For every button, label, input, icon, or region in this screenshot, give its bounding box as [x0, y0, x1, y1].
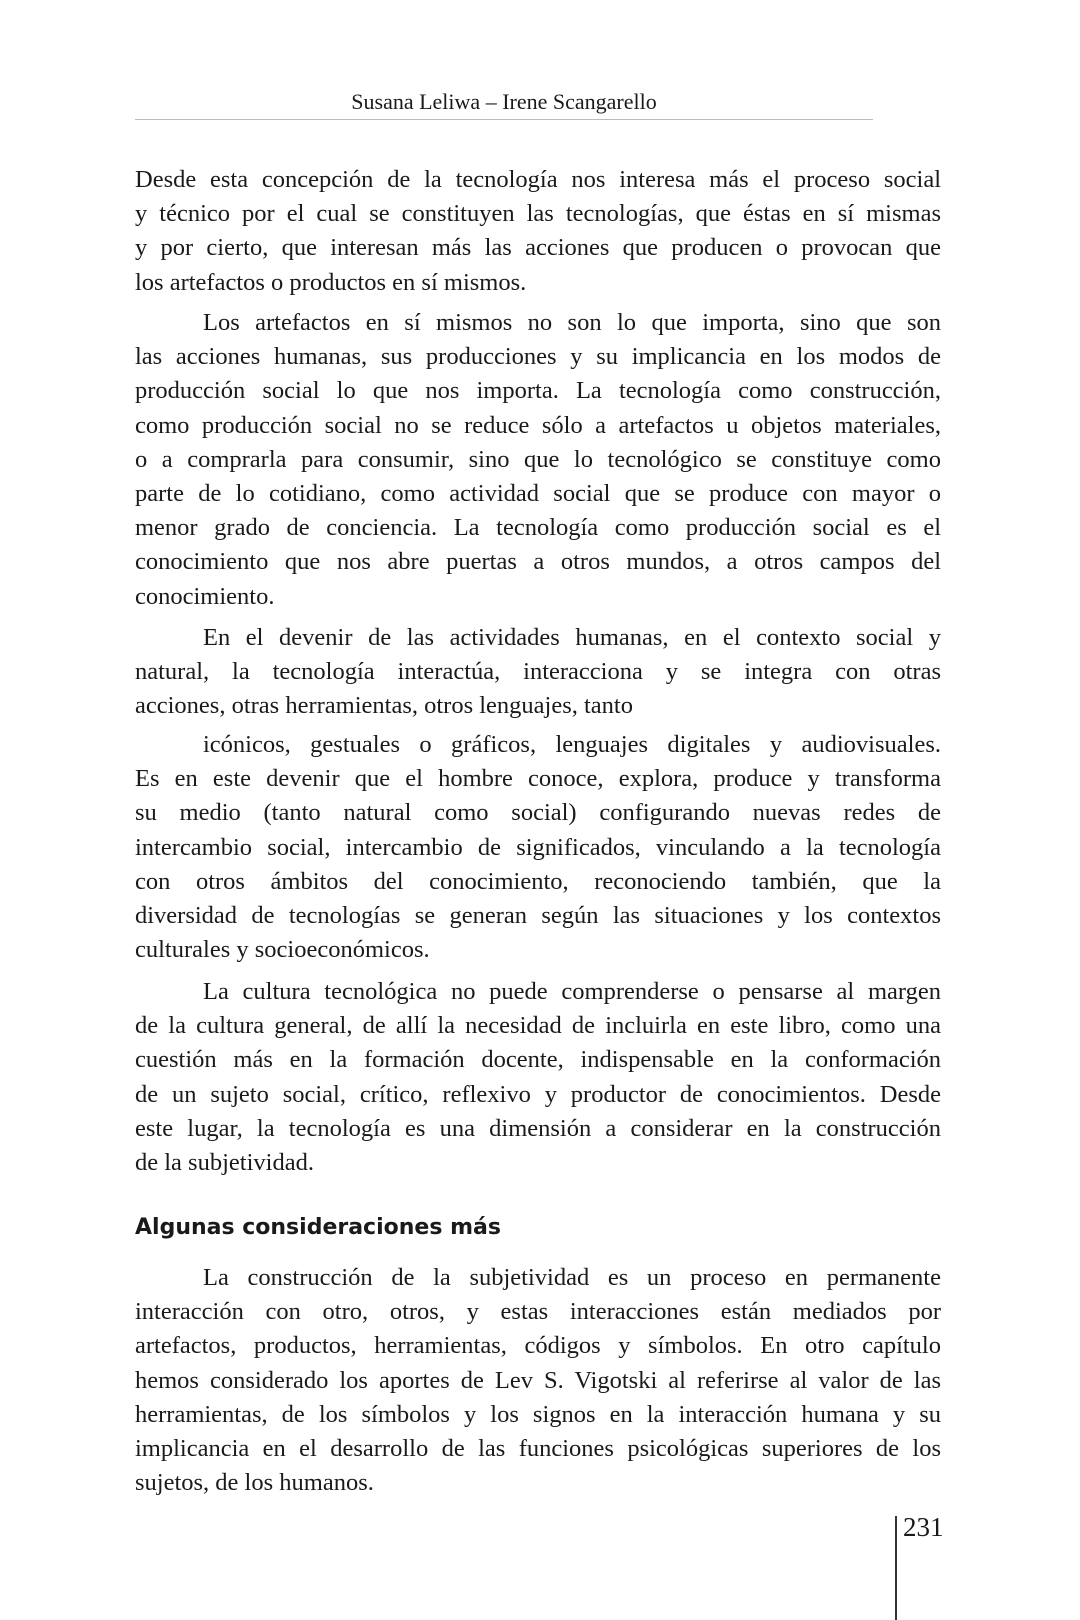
text-line: herramientas, de los símbolos y los signos en la interacción humana y su	[135, 1400, 941, 1428]
text-line: culturales y socioeconómicos.	[135, 936, 430, 964]
text-line: conocimiento.	[135, 582, 275, 610]
text-line: diversidad de tecnologías se generan según las situaciones y los contextos	[135, 901, 941, 929]
text-line: este lugar, la tecnología es una dimensión a considerar en la construcción	[135, 1114, 941, 1142]
text-line: La construcción de la subjetividad es un proceso en permanente	[203, 1264, 941, 1291]
text-line: su medio (tanto natural como social) configurando nuevas redes de	[135, 799, 941, 827]
text-line: interacción con otro, otros, y estas interacciones están mediados por	[135, 1298, 941, 1326]
text-line: cuestión más en la formación docente, indispensable en la conformación	[135, 1046, 941, 1074]
text-line: con otros ámbitos del conocimiento, reconociendo también, que la	[135, 867, 941, 895]
text-line: producción social lo que nos importa. La tecnología como construcción,	[135, 377, 941, 405]
text-line: conocimiento que nos abre puertas a otros mundos, a otros campos del	[135, 548, 941, 576]
text-line: de un sujeto social, crítico, reflexivo y productor de conocimientos. Desde	[135, 1080, 941, 1108]
text-line: Es en este devenir que el hombre conoce, explora, produce y transforma	[135, 765, 941, 793]
paragraph	[135, 1261, 941, 1500]
paragraph	[135, 163, 941, 300]
text-line: intercambio social, intercambio de significados, vinculando a la tecnología	[135, 833, 941, 861]
folio-rule	[895, 1516, 897, 1620]
running-header: Susana Leliwa – Irene Scangarello	[351, 89, 657, 114]
text-line: menor grado de conciencia. La tecnología como producción social es el	[135, 514, 941, 542]
text-line: como producción social no se reduce sólo a artefactos u objetos materiales,	[135, 411, 941, 439]
paragraph	[135, 306, 941, 614]
text-line: las acciones humanas, sus producciones y su implicancia en los modos de	[135, 343, 941, 371]
section-heading: Algunas consideraciones más	[135, 1215, 501, 1240]
text-line: y por cierto, que interesan más las acciones que producen o provocan que	[135, 234, 941, 262]
text-line: natural, la tecnología interactúa, interacciona y se integra con otras	[135, 658, 941, 686]
paragraph	[135, 975, 941, 1180]
paragraph	[135, 728, 941, 967]
text-line: Los artefactos en sí mismos no son lo que importa, sino que son	[203, 309, 941, 336]
text-line: y técnico por el cual se constituyen las tecnologías, que éstas en sí mismas	[135, 200, 941, 228]
text-line: Desde esta concepción de la tecnología nos interesa más el proceso social	[135, 166, 941, 193]
text-line: de la cultura general, de allí la necesidad de incluirla en este libro, como una	[135, 1012, 941, 1040]
text-line: parte de lo cotidiano, como actividad social que se produce con mayor o	[135, 479, 941, 507]
text-line: icónicos, gestuales o gráficos, lenguajes digitales y audiovisuales.	[203, 731, 941, 758]
text-line: hemos considerado los aportes de Lev S. Vigotski al referirse al valor de las	[135, 1366, 941, 1394]
text-line: sujetos, de los humanos.	[135, 1469, 374, 1497]
header-rule	[135, 119, 873, 120]
text-line: de la subjetividad.	[135, 1148, 314, 1176]
text-line: En el devenir de las actividades humanas, en el contexto social y	[203, 624, 941, 651]
text-line: implicancia en el desarrollo de las funciones psicológicas superiores de los	[135, 1434, 941, 1462]
text-line: o a comprarla para consumir, sino que lo tecnológico se constituye como	[135, 445, 941, 473]
text-line: acciones, otras herramientas, otros lenguajes, tanto	[135, 692, 633, 720]
page-number: 231	[903, 1512, 944, 1542]
paragraph	[135, 621, 941, 724]
text-line: La cultura tecnológica no puede comprenderse o pensarse al margen	[203, 978, 941, 1005]
text-line: los artefactos o productos en sí mismos.	[135, 268, 527, 296]
text-line: artefactos, productos, herramientas, códigos y símbolos. En otro capítulo	[135, 1332, 941, 1360]
